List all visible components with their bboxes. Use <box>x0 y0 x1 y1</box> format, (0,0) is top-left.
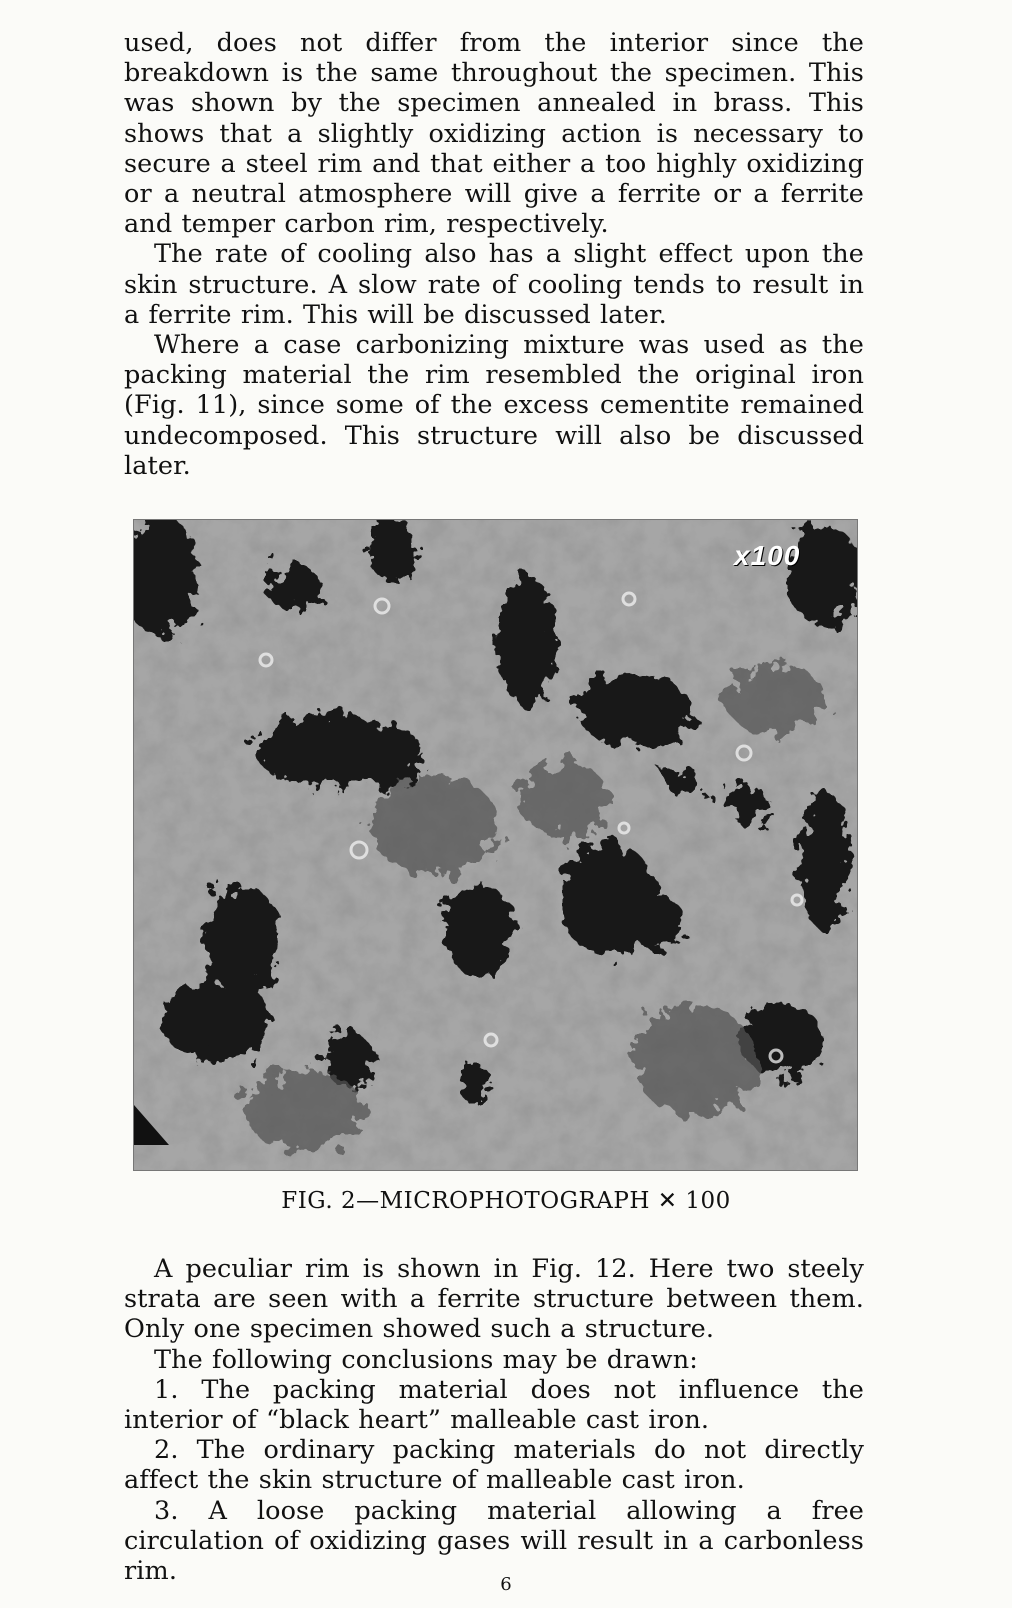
paragraph-1: used, does not differ from the interior since the breakdown is the same throughout the specimen. This was shown by the specimen annealed in brass. This shows that a slightly oxidizing action is necessary to secure a steel rim and that either a too highly oxidizing or a neutral atmosphere will give a ferrite or a ferrite and temper carbon rim, respectively. <box>124 28 864 240</box>
paragraph-3: Where a case carbonizing mixture was used as the packing material the rim resembled the original iron (Fig. 11), since some of the excess cementite remained undecomposed. This structure will also be discussed later. <box>124 330 864 481</box>
bottom-text-block <box>124 1254 864 1586</box>
conclusion-1: 1. The packing material does not influence the interior of “black heart” malleable cast iron. <box>124 1374 864 1436</box>
paragraph-2: The rate of cooling also has a slight effect upon the skin structure. A slow rate of cooling tends to result in a ferrite rim. This will be discussed later. <box>124 239 864 330</box>
magnification-label: x100 <box>734 540 801 571</box>
paragraph-4: A peculiar rim is shown in Fig. 12. Here two steely strata are seen with a ferrite structure between them. Only one specimen showed such a structure. <box>124 1254 864 1345</box>
conclusion-2: 2. The ordinary packing materials do not directly affect the skin structure of malleable cast iron. <box>124 1435 864 1496</box>
paragraph-5: The following conclusions may be drawn: <box>154 1344 698 1375</box>
microphotograph-figure <box>134 520 857 1170</box>
microphotograph-image <box>134 520 857 1170</box>
conclusion-3: 3. A loose packing material allowing a free circulation of oxidizing gases will result in a carbonless rim. <box>124 1495 864 1587</box>
page-number: 6 <box>500 1574 512 1595</box>
figure-caption: FIG. 2—MICROPHOTOGRAPH ✕ 100 <box>281 1188 731 1214</box>
top-text-block <box>124 28 864 481</box>
